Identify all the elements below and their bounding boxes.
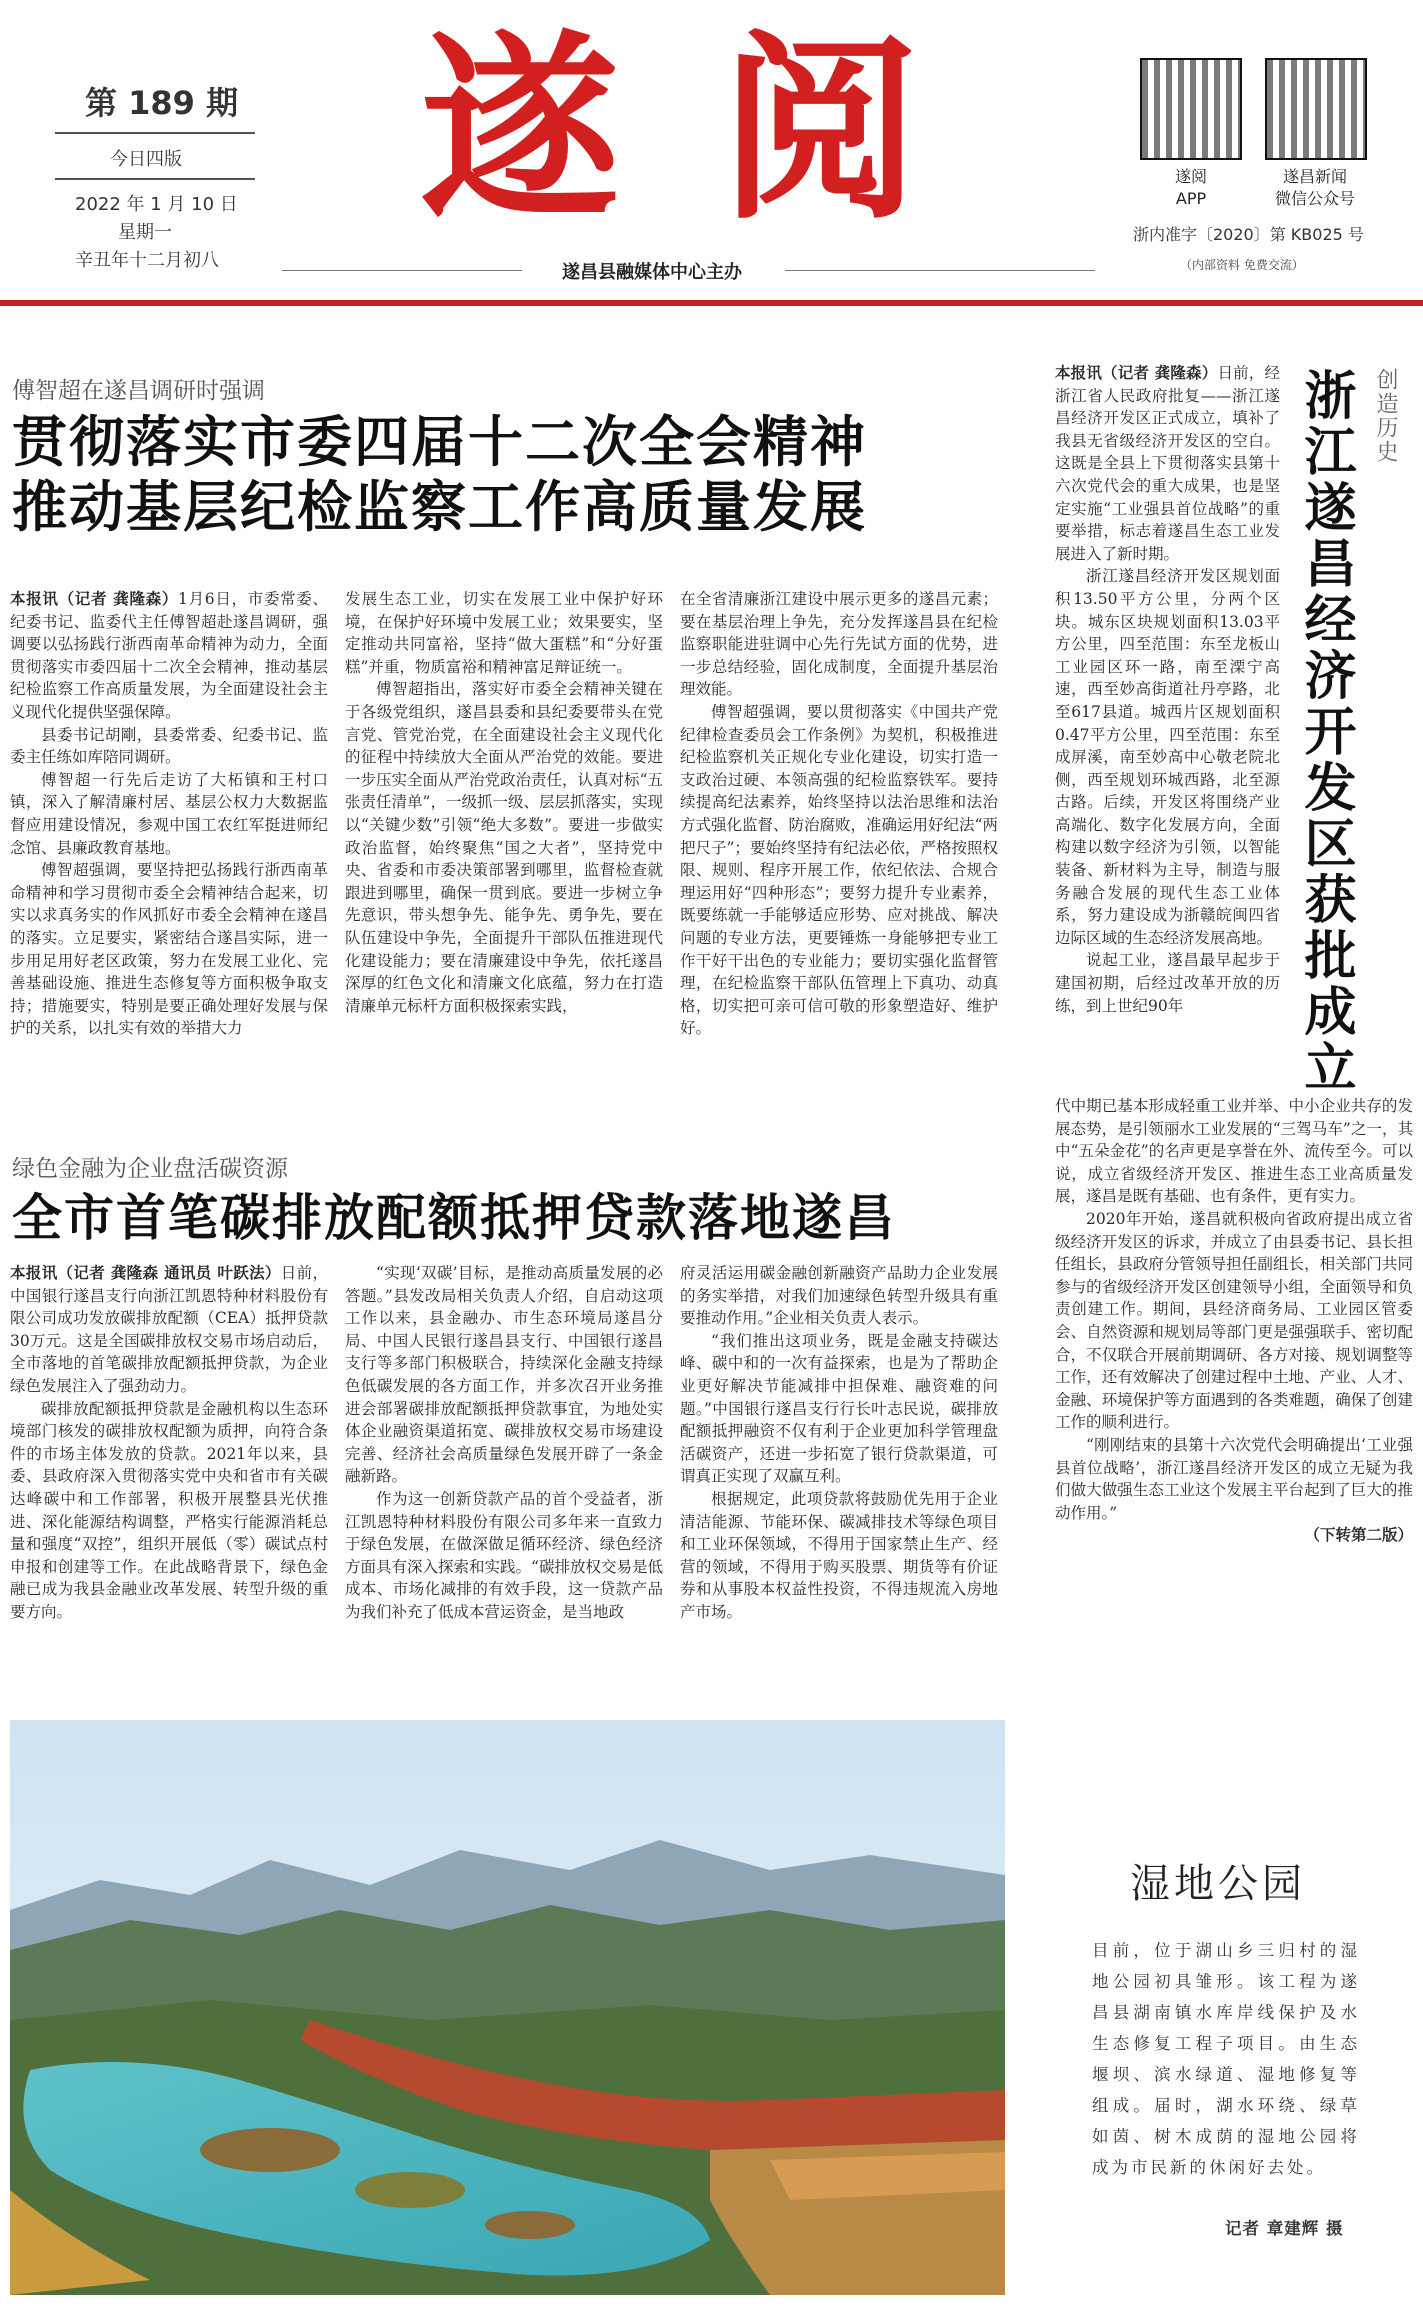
qr-code-icon	[1265, 58, 1367, 160]
article-column: 在全省清廉浙江建设中展示更多的遂昌元素；要在基层治理上争先，充分发挥遂昌县在纪检监察职能进驻调中心先行先试方面的优势，进一步总结经验，固化成制度，全面提升基层治理效能。 傅智超强调，要以贯彻落实《中国共产党纪律检查委员会工作条例》为契机，积极推进纪检监察机关正规化专业化建设，切实打造一支政治过硬、本领高强的纪检监察铁军。要持续提高纪法素养，始终坚持以法治思维和法治方式强化监督、防治腐败，准确运用好纪法“两把尺子”；要始终坚持有纪法必依，严格按照权限、规则、程序开展工作，依纪依法、合规合理运用好“四种形态”；要努力提升专业素养，既要练就一手能够适应形势、应对挑战、解决问题的专业方法，更要锤炼一身能够把专业工作干好干出色的专业能力；要切实强化监督管理，在纪检监察干部队伍管理上下真功、动真格，切实把可亲可信可敬的形象塑造好、维护好。	[680, 590, 998, 1038]
issue-number: 第 189 期	[85, 84, 239, 122]
photo-credit: 记者 章建辉 摄	[1225, 2219, 1344, 2238]
issue-date: 2022 年 1 月 10 日	[75, 194, 238, 215]
weekday: 星期一	[118, 222, 172, 243]
divider	[55, 132, 255, 134]
byline: 本报讯（记者 龚隆森）	[10, 589, 179, 608]
logo-char: 阅	[720, 12, 921, 247]
divider	[55, 178, 255, 180]
internal-note: （内部资料 免费交流）	[1180, 258, 1304, 272]
article-kicker: 绿色金融为企业盘活碳资源	[12, 1156, 288, 1182]
qr-label: 遂昌新闻 微信公众号	[1274, 167, 1355, 208]
logo-char: 遂	[420, 12, 621, 247]
article-headline: 浙江遂昌经济开发区获批成立	[1295, 368, 1355, 1096]
article-column: 府灵活运用碳金融创新融资产品助力企业发展的务实举措，对我们加速绿色转型升级具有重要推动作用。”企业相关负责人表示。 “我们推出这项业务，既是金融支持碳达峰、碳中和的一次有益探索，也是为了帮助企业更好解决节能减排中担保难、融资难的问题。”中国银行遂昌支行行长叶志民说，碳排放配额抵押融资不仅有利于企业更加科学管理盘活碳资产，还进一步拓宽了银行贷款渠道，可谓真正实现了双赢互利。 根据规定，此项贷款将鼓励优先用于企业清洁能源、节能环保、碳减排技术等绿色项目和工业环保领域，不得用于国家禁止生产、经营的领域，不得用于购买股票、期货等有价证券和从事股本权益性投资，不得违规流入房地产市场。	[680, 1264, 998, 1621]
article-kicker: 创造历史	[1373, 368, 1398, 464]
article-column: 本报讯（记者 龚隆森 通讯员 叶跃法）日前，中国银行遂昌支行向浙江凯恩特种材料股份有限公司成功发放碳排放配额（CEA）抵押贷款30万元。这是全国碳排放权交易市场启动后，全市落地的首笔碳排放配额抵押贷款，为企业绿色发展注入了强劲动力。 碳排放配额抵押贷款是金融机构以生态环境部门核发的碳排放权配额为质押，向符合条件的市场主体发放的贷款。2021年以来，县委、县政府深入贯彻落实党中央和省市有关碳达峰碳中和工作部署，积极开展整县光伏推进、深化能源结构调整，严格实行能源消耗总量和强度“双控”，组织开展低（零）碳试点村申报和创建等工作。在此战略背景下，绿色金融已成为我县金融业改革发展、转型升级的重要方向。	[10, 1263, 328, 1621]
divider	[785, 270, 1095, 271]
article-kicker: 傅智超在遂昌调研时强调	[12, 378, 265, 404]
article-headline: 贯彻落实市委四届十二次全会精神 推动基层纪检监察工作高质量发展	[12, 410, 868, 539]
photo-caption: 目前，位于湖山乡三归村的湿地公园初具雏形。该工程为遂昌县湖南镇水库岸线保护及水生态修复工程子项目。由生态堰坝、滨水绿道、湿地修复等组成。届时，湖水环绕、绿草如茵、树木成荫的湿地公园将成为市民新的休闲好去处。	[1092, 1941, 1360, 2177]
article-column: “实现‘双碳’目标，是推动高质量发展的必答题。”县发改局相关负责人介绍，自启动这项工作以来，县金融办、市生态环境局遂昌分局、中国人民银行遂昌县支行、中国银行遂昌支行等多部门积极联合，持续深化金融支持绿色低碳发展的各方面工作，并多次召开业务推进会部署碳排放配额抵押贷款事宜，为地处实体企业融资渠道拓宽、碳排放权交易市场建设完善、经济社会高质量绿色发展开辟了一条金融新路。 作为这一创新贷款产品的首个受益者，浙江凯恩特种材料股份有限公司多年来一直致力于绿色发展，在做深做足循环经济、绿色经济方面具有深入探索和实践。“碳排放权交易是低成本、市场化减排的有效手段，这一贷款产品为我们补充了低成本营运资金，是当地政	[345, 1264, 663, 1621]
qr-code-icon	[1140, 58, 1242, 160]
wetland-park-photo	[10, 1720, 1005, 2295]
qr-label: 遂阅 APP	[1174, 167, 1207, 208]
page-count: 今日四版	[110, 149, 182, 170]
article-column: 发展生态工业，切实在发展工业中保护好环境，在保护好环境中发展工业；效果要实，坚定推动共同富裕，坚持“做大蛋糕”和“分好蛋糕”并重，物质富裕和精神富足辩证统一。 傅智超指出，落实好市委全会精神关键在于各级党组织，遂昌县委和县纪委要带头在党言党、管党治党，在全面建设社会主义现代化的征程中持续放大全面从严治党的效能。要进一步压实全面从严治党政治责任，认真对标“五张责任清单”，一级抓一级、层层抓落实，实现以“关键少数”引领“绝大多数”。要进一步做实政治监督，始终聚焦“国之大者”，坚持党中央、省委和市委决策部署到哪里，监督检查就跟进到哪里，确保一贯到底。要进一步树立争先意识，带头想争先、能争先、勇争先，要在队伍建设中争先，全面提升干部队伍推进现代化建设能力；要在清廉建设中争先，依托遂昌深厚的红色文化和清廉文化底蕴，努力在打造清廉单元标杆方面积极探索实践，	[345, 590, 663, 1015]
article-column: 本报讯（记者 龚隆森）日前，经浙江省人民政府批复——浙江遂昌经济开发区正式成立，填补了我县无省级经济开发区的空白。这既是全县上下贯彻落实县第十六次党代会的重大成果，也是坚定实施“工业强县首位战略”的重要举措，标志着遂昌生态工业发展进入了新时期。 浙江遂昌经济开发区规划面积13.50平方公里，分两个区块。城东区块规划面积13.03平方公里，四至范围：东至龙板山工业园区环一路，南至溧宁高速，西至妙高街道社丹亭路，北至617县道。城西片区规划面积0.47平方公里，四至范围：东至成屏溪，南至妙高中心敬老院北侧，西至规划环城西路，北至源古路。后续，开发区将围绕产业高端化、数字化发展方向，全面构建以数字经济为引领，以智能装备、新材料为主导，制造与服务融合发展的现代生态工业体系，努力建设成为浙赣皖闽四省边际区域的生态经济发展高地。 说起工业，遂昌最早起步于建国初期，后经过改革开放的历练，到上世纪90年	[1055, 363, 1280, 1015]
host-line: 遂昌县融媒体中心主办	[562, 262, 742, 283]
landscape-image	[10, 1720, 1005, 2295]
continued-note: （下转第二版）	[1304, 1525, 1413, 1545]
article-headline: 全市首笔碳排放配额抵押贷款落地遂昌	[12, 1189, 896, 1247]
publication-permit: 浙内准字〔2020〕第 KB025 号	[1133, 225, 1364, 244]
masthead	[0, 0, 1423, 312]
article-column: 代中期已基本形成轻重工业并举、中小企业共存的发展态势，是引领丽水工业发展的“三驾马车”之一，其中“五朵金花”的名声更是享誉在外、流传至今。可以说，成立省级经济开发区、推进生态工业高质量发展，遂昌是既有基础、也有条件，更有实力。 2020年开始，遂昌就积极向省政府提出成立省级经济开发区的诉求，并成立了由县委书记、县长担任组长，县政府分管领导担任副组长，相关部门共同参与的省级经济开发区创建领导小组，全面领导和负责创建工作。期间，县经济商务局、工业园区管委会、自然资源和规划局等部门更是强强联手、密切配合，不仅联合开展前期调研、各方对接、规划调整等工作，还有效解决了创建过程中土地、产业、人才、金融、环境保护等方面遇到的各类难题，确保了创建工作的顺利进行。 “刚刚结束的县第十六次党代会明确提出‘工业强县首位战略’，浙江遂昌经济开发区的成立无疑为我们做大做强生态工业这个发展主平台起到了巨大的推动作用。” （下转第二版）	[1055, 1095, 1413, 1647]
byline: 本报讯（记者 龚隆森）	[1055, 363, 1218, 382]
lunar-date: 辛丑年十二月初八	[75, 250, 219, 271]
divider	[282, 270, 522, 271]
byline: 本报讯（记者 龚隆森 通讯员 叶跃法）	[10, 1263, 281, 1282]
masthead-logo	[420, 12, 980, 250]
article-column: 本报讯（记者 龚隆森）1月6日，市委常委、纪委书记、监委代主任傅智超赴遂昌调研，强调要以弘扬践行浙西南革命精神为动力，全面贯彻落实市委四届十二次全会精神，推动基层纪检监察工作高质量发展，为全面建设社会主义现代化提供坚强保障。 县委书记胡剛，县委常委、纪委书记、监委主任练如库陪同调研。 傅智超一行先后走访了大柘镇和王村口镇，深入了解清廉村居、基层公权力大数据监督应用建设情况，参观中国工农红军挺进师纪念馆、县廉政教育基地。 傅智超强调，要坚持把弘扬践行浙西南革命精神和学习贯彻市委全会精神结合起来，切实以求真务实的作风抓好市委全会精神在遂昌的落实。立足要实，紧密结合遂昌实际，进一步用足用好老区政策，努力在发展工业化、完善基础设施、推进生态修复等方面积极争取支持；措施要实，特别是要正确处理好发展与保护的关系，以扎实有效的举措大力	[10, 589, 328, 1038]
photo-title: 湿地公园	[1130, 1861, 1306, 1907]
masthead-red-rule	[0, 300, 1423, 306]
